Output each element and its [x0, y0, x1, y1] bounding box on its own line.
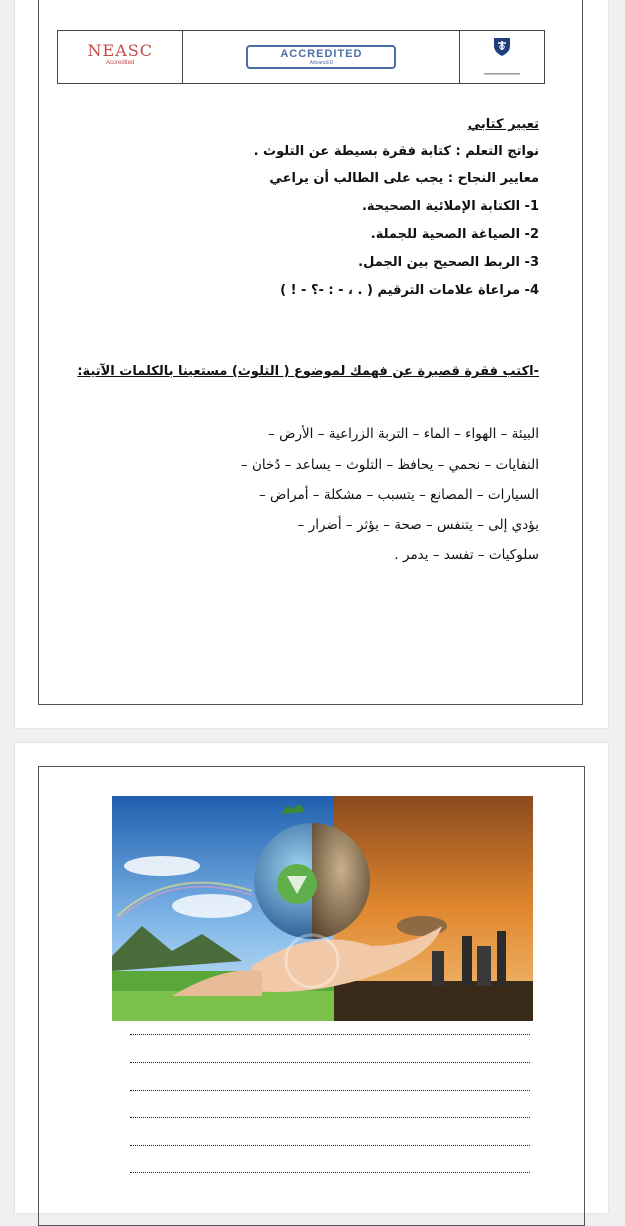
- criterion-item: 2- الصياغة الصحية للجملة.: [370, 227, 539, 242]
- accredited-logo-sub: AdvancED: [309, 60, 334, 66]
- word-bank-line: النفايات – نحمي – يحافظ – التلوث – يساعد – دُخان –: [240, 457, 539, 473]
- writing-line[interactable]: [130, 1090, 530, 1091]
- worksheet-title: تعبير كتابي: [467, 117, 539, 132]
- header-logo-table: [57, 30, 545, 84]
- school-logo: [482, 35, 522, 80]
- word-bank-line: البيئة – الهواء – الماء – التربة الزراعية – الأرض –: [268, 426, 539, 442]
- neasc-logo: [87, 41, 153, 70]
- school-logo-cell: [459, 31, 544, 83]
- word-bank-line: سلوكيات – تفسد – يدمر .: [394, 547, 539, 563]
- earth-in-hands-image: [112, 796, 533, 1021]
- success-criteria-title: معايير النجاح : يجب على الطالب أن يراعي: [269, 171, 539, 186]
- writing-line[interactable]: [130, 1062, 530, 1063]
- neasc-logo-cell: [58, 31, 182, 83]
- accredited-logo-main: ACCREDITED: [280, 48, 363, 60]
- word-bank-line: السيارات – المصانع – يتسبب – مشكلة – أمراض –: [258, 487, 539, 503]
- word-bank-line: يؤدي إلى – يتنفس – صحة – يؤثر – أضرار –: [297, 517, 539, 533]
- criterion-item: 3- الربط الصحيح بين الجمل.: [358, 255, 539, 270]
- writing-instruction: -اكتب فقرة قصيرة عن فهمك لموضوع ( التلوث) مستعينا بالكلمات الآتية:: [77, 364, 539, 379]
- school-logo-caption-icon: [484, 72, 520, 76]
- school-crest-icon: [491, 35, 513, 57]
- criterion-item: 4- مراعاة علامات الترقيم ( . ، - : -؟ - ! ): [280, 283, 539, 298]
- learning-outcome: نواتج التعلم : كتابة فقرة بسيطة عن التلوث .: [253, 144, 539, 159]
- writing-line[interactable]: [130, 1117, 530, 1118]
- writing-line[interactable]: [130, 1145, 530, 1146]
- writing-line[interactable]: [130, 1172, 530, 1173]
- neasc-logo-sub: Accredited: [106, 60, 135, 66]
- writing-line[interactable]: [130, 1034, 530, 1035]
- page-border: [38, 0, 583, 705]
- neasc-logo-mark: NEASC: [87, 41, 153, 60]
- accredited-logo-cell: [182, 31, 459, 83]
- pollution-illustration: [112, 796, 533, 1021]
- accredited-logo: [246, 45, 396, 69]
- criterion-item: 1- الكتابة الإملائية الصحيحة.: [361, 199, 539, 214]
